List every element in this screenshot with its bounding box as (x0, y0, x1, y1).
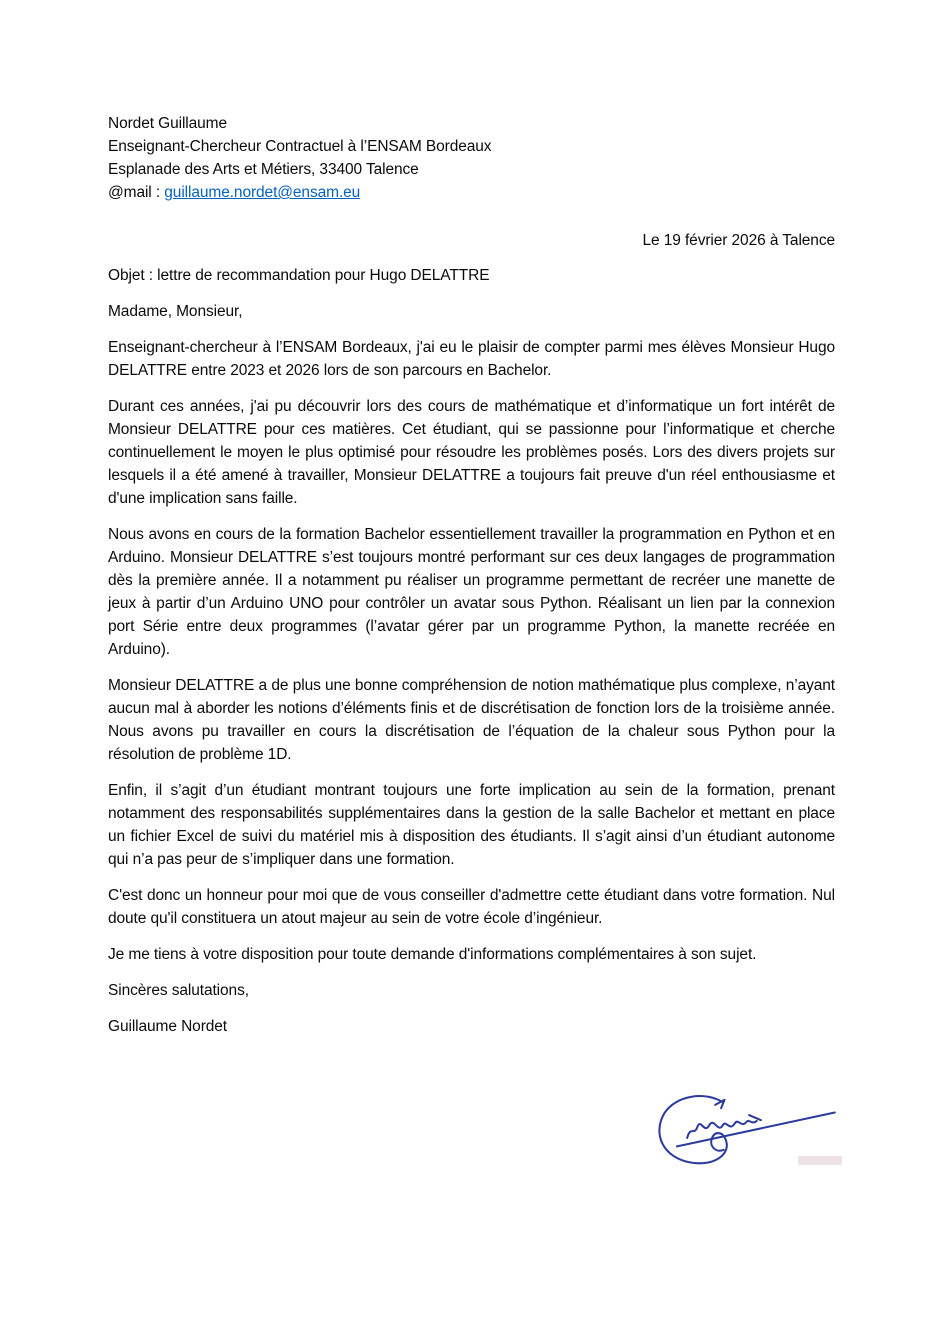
paragraph-6: C'est donc un honneur pour moi que de vous conseiller d'admettre cette étudiant dans votre formation. Nul doute qu'il constituera un atout majeur au sein de votre école d’ingénieur. (108, 887, 835, 927)
subject-line: Objet : lettre de recommandation pour Hugo DELATTRE (108, 267, 490, 284)
paragraph-2: Durant ces années, j'ai pu découvrir lors des cours de mathématique et d’informatique un fort intérêt de Monsieur DELATTRE pour ces matières. Cet étudiant, qui se passionne pour l’informatique et cherche continuellement le moyen le plus optimisé pour résoudre les problèmes posés. Lors des divers projets sur lesquels il a été amené à travailler, Monsieur DELATTRE a toujours fait preuve d'un réel enthousiasme et d'une implication sans faille. (108, 398, 835, 507)
sender-email-line (108, 181, 835, 204)
sender-block (108, 112, 835, 204)
signer-name: Guillaume Nordet (108, 1018, 228, 1035)
scan-artifact-smudge (798, 1156, 842, 1165)
email-label: @mail : (108, 184, 165, 201)
closing-line: Sincères salutations, (108, 982, 249, 999)
paragraph-4: Monsieur DELATTRE a de plus une bonne compréhension de notion mathématique plus complexe, n’ayant aucun mal à aborder les notions d’éléments finis et de discrétisation de fonction lors de la troisième année. Nous avons pu travailler en cours la discrétisation de l’équation de la chaleur sous Python pour la résolution de problème 1D. (108, 677, 835, 763)
handwritten-signature (638, 1088, 850, 1176)
paragraph-5: Enfin, il s’agit d’un étudiant montrant toujours une forte implication au sein de la formation, prenant notamment des responsabilités supplémentaires dans la gestion de la salle Bachelor et mettant en place un fichier Excel de suivi du matériel mis à disposition des étudiants. Il s’agit ainsi d’un étudiant autonome qui n’a pas peur de s’impliquer dans une formation. (108, 782, 835, 868)
date-line: Le 19 février 2026 à Talence (642, 232, 835, 249)
salutation: Madame, Monsieur, (108, 303, 243, 320)
email-link[interactable]: guillaume.nordet@ensam.eu (164, 184, 361, 201)
paragraph-7: Je me tiens à votre disposition pour toute demande d'informations complémentaires à son sujet. (108, 946, 757, 963)
sender-name: Nordet Guillaume (108, 115, 228, 132)
sender-title: Enseignant-Chercheur Contractuel à l’ENSAM Bordeaux (108, 138, 492, 155)
paragraph-3: Nous avons en cours de la formation Bachelor essentiellement travailler la programmation en Python et en Arduino. Monsieur DELATTRE s’est toujours montré performant sur ces deux langages de programmation dès la première année. Il a notamment pu réaliser un programme permettant de recréer une manette de jeux à partir d’un Arduino UNO pour contrôler un avatar sous Python. Réalisant un lien par la connexion port Série entre deux programmes (l’avatar gérer par un programme Python, la manette recréée en Arduino). (108, 526, 835, 658)
paragraph-1: Enseignant-chercheur à l’ENSAM Bordeaux, j'ai eu le plaisir de compter parmi mes élèves Monsieur Hugo DELATTRE entre 2023 et 2026 lors de son parcours en Bachelor. (108, 339, 835, 379)
sender-address: Esplanade des Arts et Métiers, 33400 Talence (108, 161, 419, 178)
